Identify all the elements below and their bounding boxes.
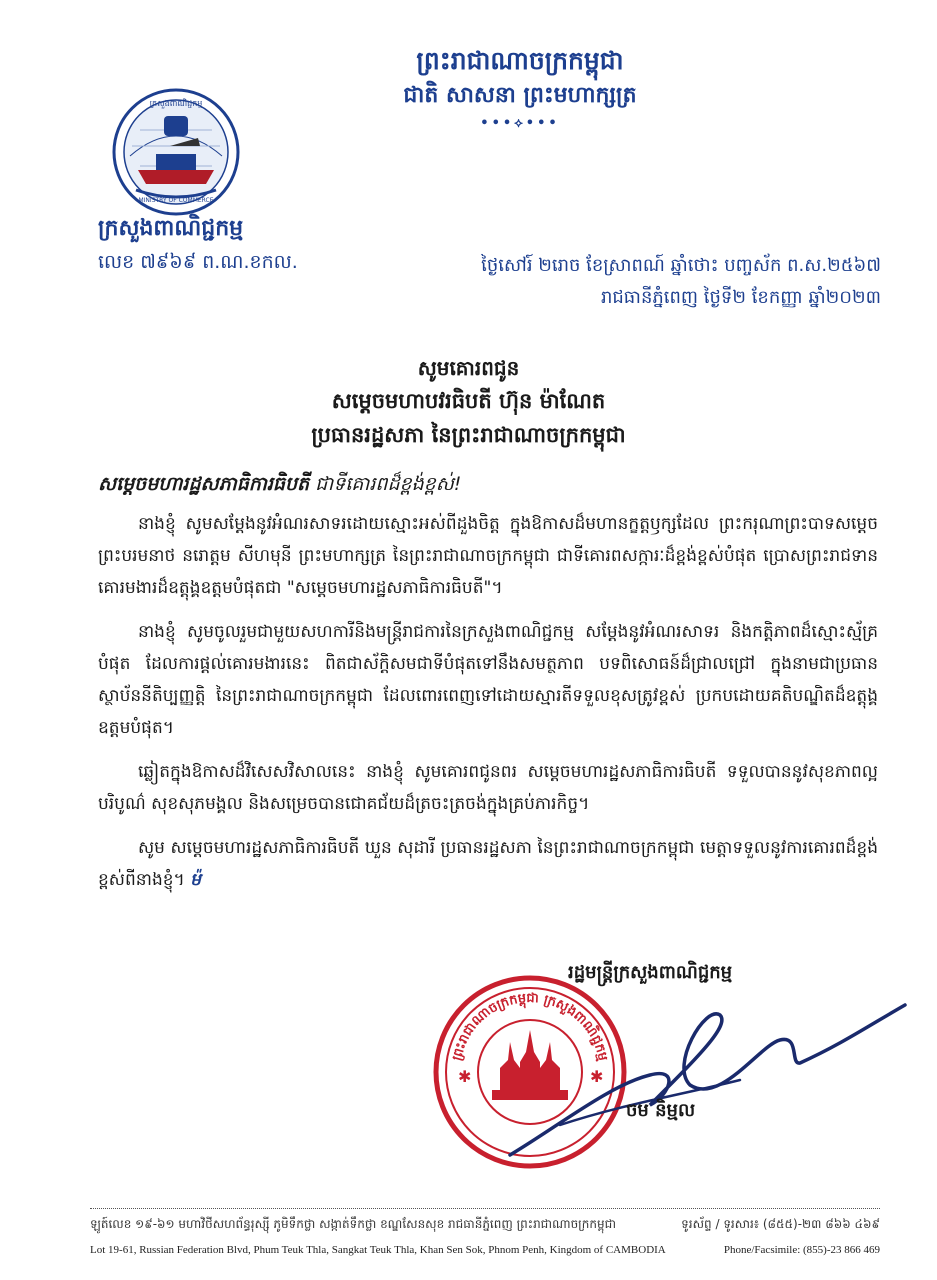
addressee-name: សម្តេចមហាបវរធិបតី ហ៊ុន ម៉ាណែត [331,389,606,413]
salutation-rest: ជាទីគោរពដ៏ខ្ពង់ខ្ពស់! [315,473,462,495]
ministry-logo-icon [110,86,242,218]
seal-text: ព្រះរាជាណាចក្រកម្ពុជា ក្រសួងពាណិជ្ជកម្ម [449,990,611,1063]
svg-text:✱: ✱ [590,1067,604,1086]
paragraph-2: នាងខ្ញុំ សូមចូលរួមជាមួយសហការីនិងមន្ត្រីរាជការនៃក្រសួងពាណិជ្ជកម្ម សម្តែងនូវអំណរសាទរ និងកត្តិភាពដ៏ស្មោះស្ម័គ្របំផុត ដែលការផ្តល់គោរមងារនេះ ពិតជាស័ក្តិសមជាទីបំផុតទៅនឹងសមត្ថភាព បទពិសោធន៍ដ៏ជ្រាលជ្រៅ ក្នុងនាមជាប្រធានស្ថាប័ននីតិប្បញ្ញត្តិ នៃព្រះរាជាណាចក្រកម្ពុជា ដែលពោរពេញទៅដោយស្មារតីទទួលខុសត្រូវខ្ពស់ ប្រកបដោយគតិបណ្ឌិតដ៏ឧត្តុង្គឧត្តមបំផុត។ [98,622,878,738]
lunar-date: ថ្ងៃសៅរ៍ ២រោច ខែស្រាពណ៍ ឆ្នាំថោះ បញ្ចស័ក ព.ស.២៥៦៧ [481,255,881,276]
footer-phone-km: ទូរស័ព្ទ / ទូរសារ៖ (៨៥៥)-២៣ ៨៦៦ ៤៦៩ [681,1217,880,1231]
logo-text-bottom: MINISTRY OF COMMERCE [138,197,214,204]
addressee-greeting: សូមគោរពជូន [417,356,520,380]
paragraph-4-text: សូម សម្តេចមហារដ្ឋសភាធិការធិបតី ឃួន សុដារី ប្រធានរដ្ឋសភា នៃព្រះរាជាណាចក្រកម្ពុជា មេត្តាទទួលនូវការគោរពដ៏ខ្ពង់ខ្ពស់ពីនាងខ្ញុំ។ [98,838,878,890]
handwritten-initials: ម៉ [190,870,201,890]
paragraph-4 [98,832,878,896]
header-ornament: •••⟡••• [480,116,560,131]
footer-address-km: ឡូត៍លេខ ១៩-៦១ មហាវិថីសហព័ន្ធរុស្ស៊ី ភូមិទឹកថ្លា សង្កាត់ទឹកថ្លា ខណ្ឌសែនសុខ រាជធានីភ្នំពេញ ព្រះរាជាណាចក្រកម្ពុជា [90,1217,617,1231]
solar-date: រាជធានីភ្នំពេញ ថ្ងៃទី២ ខែកញ្ញា ឆ្នាំ២០២៣ [600,287,881,308]
svg-text:✱: ✱ [458,1067,472,1086]
signer-name: ចម និម្មល [626,1100,696,1121]
logo-text-top: ក្រសួងពាណិជ្ជកម្ម [149,99,203,108]
paragraph-1: នាងខ្ញុំ សូមសម្តែងនូវអំណរសាទរដោយស្មោះអស់ពីដួងចិត្ត ក្នុងឱកាសដ៏មហានក្ខត្តឫក្សដែល ព្រះករុណាព្រះបាទសម្តេចព្រះបរមនាថ នរោត្តម សីហមុនី ព្រះមហាក្សត្រ នៃព្រះរាជាណាចក្រកម្ពុជា ជាទីគោរពសក្ការៈដ៏ខ្ពង់ខ្ពស់បំផុត ប្រោសព្រះរាជទានគោរមងារដ៏ឧត្តុង្គឧត្តមបំផុតជា "សម្តេចមហារដ្ឋសភាធិការធិបតី"។ [98,514,878,598]
addressee-block [60,352,877,452]
signer-title: រដ្ឋមន្ត្រីក្រសួងពាណិជ្ជកម្ម [568,962,733,983]
footer-address-en: Lot 19-61, Russian Federation Blvd, Phum Teuk Thla, Sangkat Teuk Thla, Khan Sen Sok, Phnom Penh, Kingdom of CAMBODIA [90,1244,666,1256]
national-motto: ជាតិ សាសនា ព្រះមហាក្សត្រ [403,83,637,108]
footer-english [90,1244,880,1256]
letter-body [98,508,878,908]
ministry-name: ក្រសួងពាណិជ្ជកម្ម [98,216,244,241]
paragraph-3: ឆ្លៀតក្នុងឱកាសដ៏វិសេសវិសាលនេះ នាងខ្ញុំ សូមគោរពជូនពរ សម្តេចមហារដ្ឋសភាធិការធិបតី ទទួលបាននូវសុខភាពល្អបរិបូណ៌ សុខសុភមង្គល និងសម្រេចបានជោគជ័យដ៏ត្រចះត្រចង់ក្នុងគ្រប់ភារកិច្ច។ [98,762,878,814]
salutation-title: សម្តេចមហារដ្ឋសភាធិការធិបតី [98,473,310,495]
salutation [98,472,461,500]
handwritten-signature-icon [500,985,910,1165]
date-block [481,250,881,314]
kingdom-title: ព្រះរាជាណាចក្រកម្ពុជា [416,46,624,75]
addressee-position: ប្រធានរដ្ឋសភា នៃព្រះរាជាណាចក្រកម្ពុជា [311,423,626,447]
kingdom-header [300,44,740,131]
footer-divider [90,1208,880,1210]
footer-phone-en: Phone/Facsimile: (855)-23 866 469 [723,1244,880,1256]
reference-number: លេខ ៧៩៦៩ ព.ណ.ខកល. [98,251,298,273]
footer-khmer [90,1216,880,1234]
